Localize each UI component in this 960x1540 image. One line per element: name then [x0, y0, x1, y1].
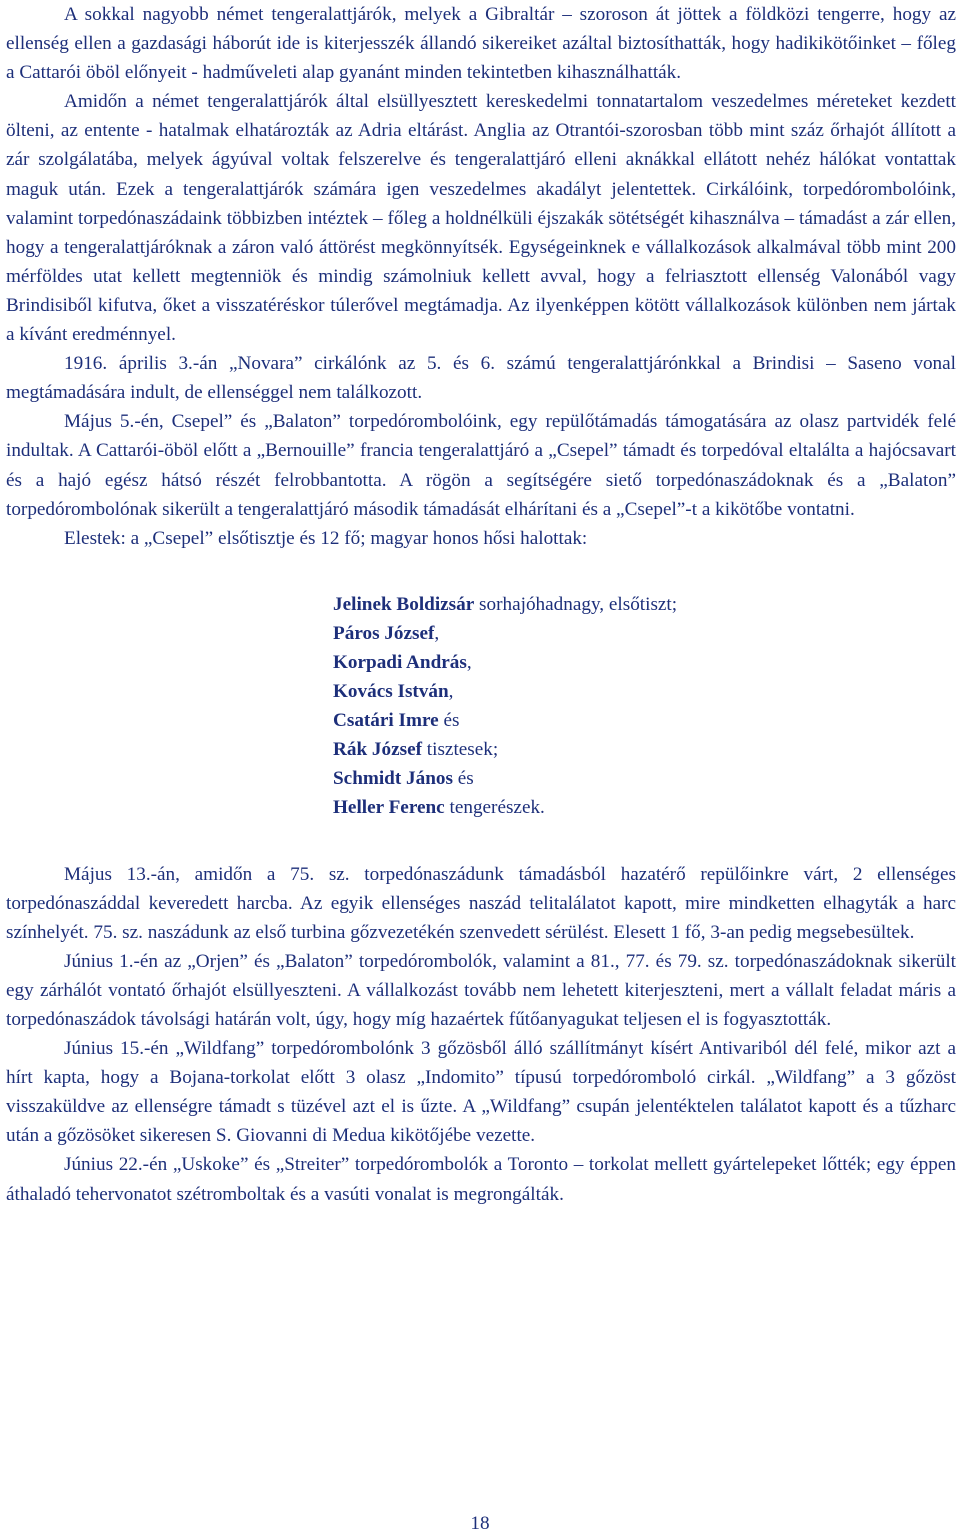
page-number: 18 [470, 1513, 490, 1534]
fallen-role: tisztesek; [422, 739, 499, 761]
fallen-role: és [438, 710, 460, 732]
fallen-list-item [333, 735, 956, 764]
fallen-name: Kovács István [333, 681, 449, 703]
paragraph-otranto-barrage: Amidőn a német tengeralattjárók által elsüllyesztett kereskedelmi tonnatartalom veszedelmes méreteket kezdett ölteni, az entente - hatalmak elhatározták az Adria eltárást. Anglia az Otrantói-szorosban több mint száz őrhajót állított a zár szolgálatába, melyek ágyúval voltak felszerelve és tengeralattjáró elleni aknákkal ellátott nehéz hálókat vontattak maguk után. Ezek a tengeralattjárók számára igen veszedelmes akadályt jelentettek. Cirkálóink, torpedórombolóink, valamint torpedónaszádaink többizben intéztek – főleg a holdnélküli éjszakák sötétségét kihasználva – támadást a zár ellen, hogy a tengeralattjáróknak a záron való áttörést megkönnyítsék. Egységeinknek e vállalkozások alkalmával több mint 200 mérföldes utat kellett megtenniök és mindig számolniuk kellett avval, hogy a felriasztott ellenség Valonából vagy Brindisiből kifutva, őket a visszatéréskor túlerővel megtámadja. Az ilyenképpen kötött vállalkozások különben nem jártak a kívánt eredménnyel. [6, 91, 956, 346]
paragraph-june-22: Június 22.-én „Uskoke” és „Streiter” torpedórombolók a Toronto – torkolat mellett gyártelepeket lőtték; egy éppen áthaladó tehervonatot szétromboltak és a vasúti vonalat is megrongálták. [6, 1154, 956, 1205]
fallen-role: , [466, 651, 472, 673]
paragraph-novara-april-3: 1916. április 3.-án „Novara” cirkálónk az 5. és 6. számú tengeralattjárónkkal a Brindisi – Saseno vonal megtámadására indult, de ellenséggel nem találkozott. [6, 353, 956, 404]
fallen-list-item [333, 706, 956, 735]
fallen-name: Rák József [333, 739, 422, 761]
fallen-list-item [333, 677, 956, 706]
fallen-list [333, 590, 956, 823]
fallen-list-item [333, 590, 956, 619]
paragraph-csepel-may-5: Május 5.-én, Csepel” és „Balaton” torpedórombolóink, egy repülőtámadás támogatására az olasz partvidék felé indultak. A Cattarói-öböl előtt a „Bernouille” francia tengeralattjáró a „Csepel” támadt és torpedóval eltalálta a hajócsavart és a hajó egész hátsó részét felrobbantotta. A rögön a segítségére siető torpedónaszádoknak és a „Balaton” torpedórombolónak sikerült a tengeralattjáró második támadását elhárítani és a „Csepel”-t a kikötőbe vontatni. [6, 411, 956, 520]
fallen-name: Páros József [333, 622, 435, 644]
fallen-name: Korpadi András [333, 651, 467, 673]
fallen-name: Csatári Imre [333, 710, 439, 732]
fallen-role: és [452, 768, 474, 790]
fallen-list-item [333, 619, 956, 648]
fallen-list-item [333, 793, 956, 822]
fallen-list-item [333, 764, 956, 793]
paragraph-fallen-intro: Elestek: a „Csepel” elsőtisztje és 12 fő; magyar honos hősi halottak: [64, 527, 588, 549]
fallen-name: Jelinek Boldizsár [333, 593, 475, 615]
fallen-list-item [333, 648, 956, 677]
fallen-role: , [434, 622, 440, 644]
fallen-name: Schmidt János [333, 768, 453, 790]
paragraph-june-1: Június 1.-én az „Orjen” és „Balaton” torpedórombolók, valamint a 81., 77. és 79. sz. torpedónaszádoknak sikerült egy zárhálót vontató őrhajót elsüllyeszteni. A vállalkozást tovább nem lehetett kiterjeszteni, mert a vállalt feladat máris a torpedónaszádok távolsági határán volt, úgy, hogy míg hazaértek fűtőanyagukat teljesen el is fogyasztották. [6, 950, 956, 1030]
fallen-role: , [448, 681, 454, 703]
paragraph-submarines-intro: A sokkal nagyobb német tengeralattjárók, melyek a Gibraltár – szoroson át jöttek a földközi tengerre, hogy az ellenség ellen a gazdasági háborút ide is kiterjesszék állandó sikereiket azáltal biztosíthatták, hogy hadikikötőinket – főleg a Cattarói öböl előnyeit - hadműveleti alap gyanánt minden tekintetben kihasználhatták. [6, 4, 956, 84]
document-page [6, 0, 956, 1209]
paragraph-june-15: Június 15.-én „Wildfang” torpedórombolónk 3 gőzösből álló szállítmányt kísért Antivariból dél felé, mikor azt a hírt kapta, hogy a Bojana-torkolat előtt 3 olasz „Indomito” típusú torpedóromboló cirkál. „Wildfang” a 3 gőzöst visszaküldve az ellenségre támadt s tüzével azt el is űzte. A „Wildfang” csupán jelentéktelen találatot kapott és a tűzharc után a gőzösöket sikeresen S. Giovanni di Medua kikötőjébe vezette. [6, 1038, 956, 1147]
fallen-name: Heller Ferenc [333, 797, 445, 819]
fallen-role: tengerészek. [444, 797, 545, 819]
fallen-role: sorhajóhadnagy, elsőtiszt; [474, 593, 678, 615]
paragraph-may-13: Május 13.-án, amidőn a 75. sz. torpedónaszádunk támadásból hazatérő repülőinkre várt, 2 ellenséges torpedónaszáddal keveredett harcba. Az egyik ellenséges naszád telitalálatot kapott, mire mindketten elhagyták a harc színhelyét. 75. sz. naszádunk az első turbina gőzvezetékén szenvedett sérülést. Elesett 1 fő, 3-an pedig megsebesültek. [6, 863, 956, 943]
